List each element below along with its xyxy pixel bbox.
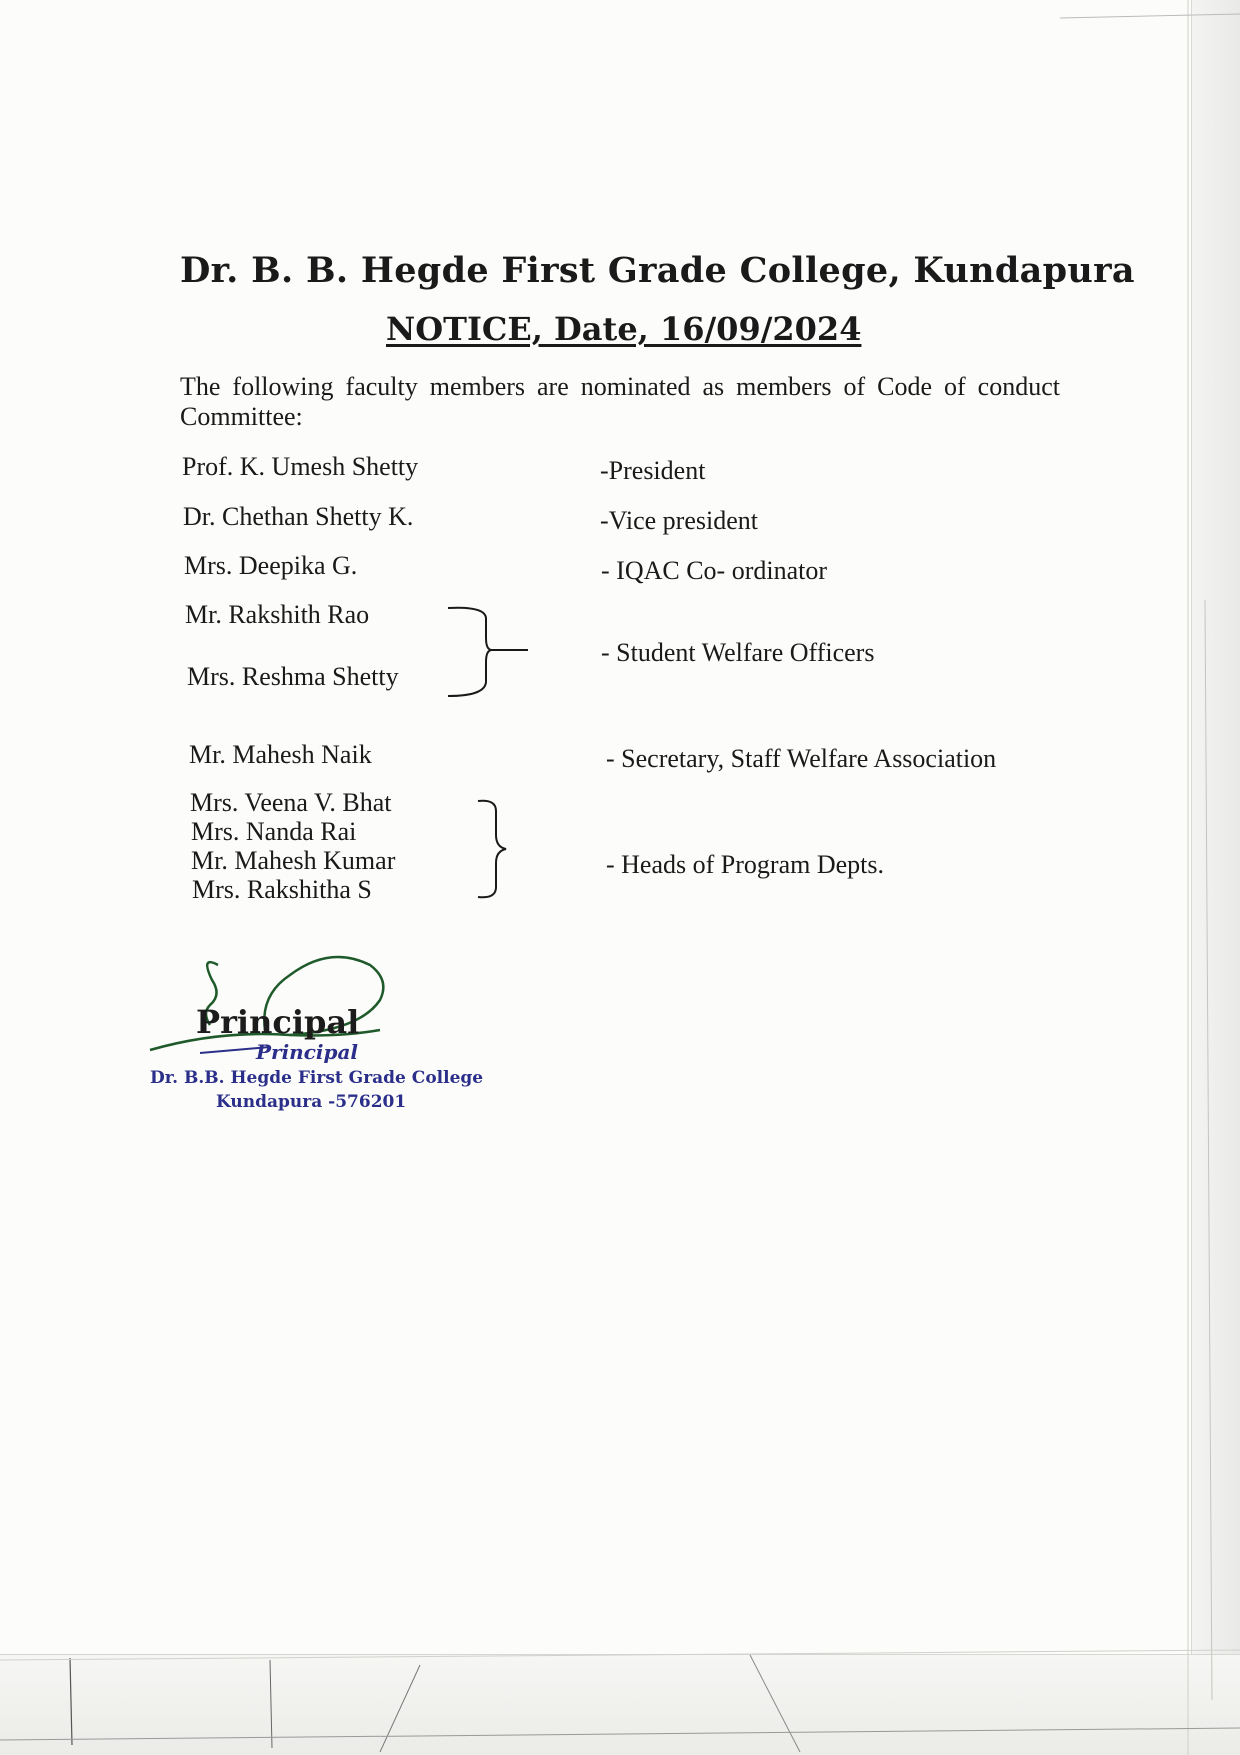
member-name: Dr. Chethan Shetty K.	[183, 502, 414, 531]
member-name: Mrs. Veena V. Bhat	[190, 788, 392, 817]
college-heading: Dr. B. B. Hegde First Grade College, Kundapura	[180, 250, 1135, 291]
notice-title: NOTICE, Date, 16/09/2024	[386, 310, 862, 348]
seal-college-place: Kundapura -576201	[216, 1092, 407, 1112]
member-name: Mrs. Deepika G.	[184, 551, 358, 580]
brace-heads	[470, 795, 540, 905]
member-name: Mrs. Rakshitha S	[192, 875, 372, 904]
intro-paragraph: The following faculty members are nominated as members of Code of conduct Committee:	[180, 372, 1060, 431]
brace-student-welfare	[440, 600, 540, 700]
member-role: - Secretary, Staff Welfare Association	[606, 744, 997, 773]
member-role: -President	[600, 456, 706, 485]
member-name: Mrs. Nanda Rai	[191, 817, 357, 846]
member-role: -Vice president	[600, 506, 758, 535]
member-name: Mr. Rakshith Rao	[185, 600, 370, 629]
member-name: Prof. K. Umesh Shetty	[182, 452, 419, 481]
seal-college-name: Dr. B.B. Hegde First Grade College	[150, 1068, 484, 1088]
member-name: Mr. Mahesh Naik	[189, 740, 372, 769]
member-name: Mr. Mahesh Kumar	[191, 846, 396, 875]
page-edge-right	[1191, 0, 1240, 1755]
principal-title: Principal	[196, 1003, 360, 1041]
page-edge-bottom	[0, 1654, 1240, 1755]
member-role: - IQAC Co- ordinator	[601, 556, 828, 585]
group-role-student-welfare: - Student Welfare Officers	[601, 638, 875, 667]
member-name: Mrs. Reshma Shetty	[187, 662, 399, 691]
group-role-heads: - Heads of Program Depts.	[606, 850, 884, 879]
seal-principal: Principal	[256, 1040, 359, 1064]
